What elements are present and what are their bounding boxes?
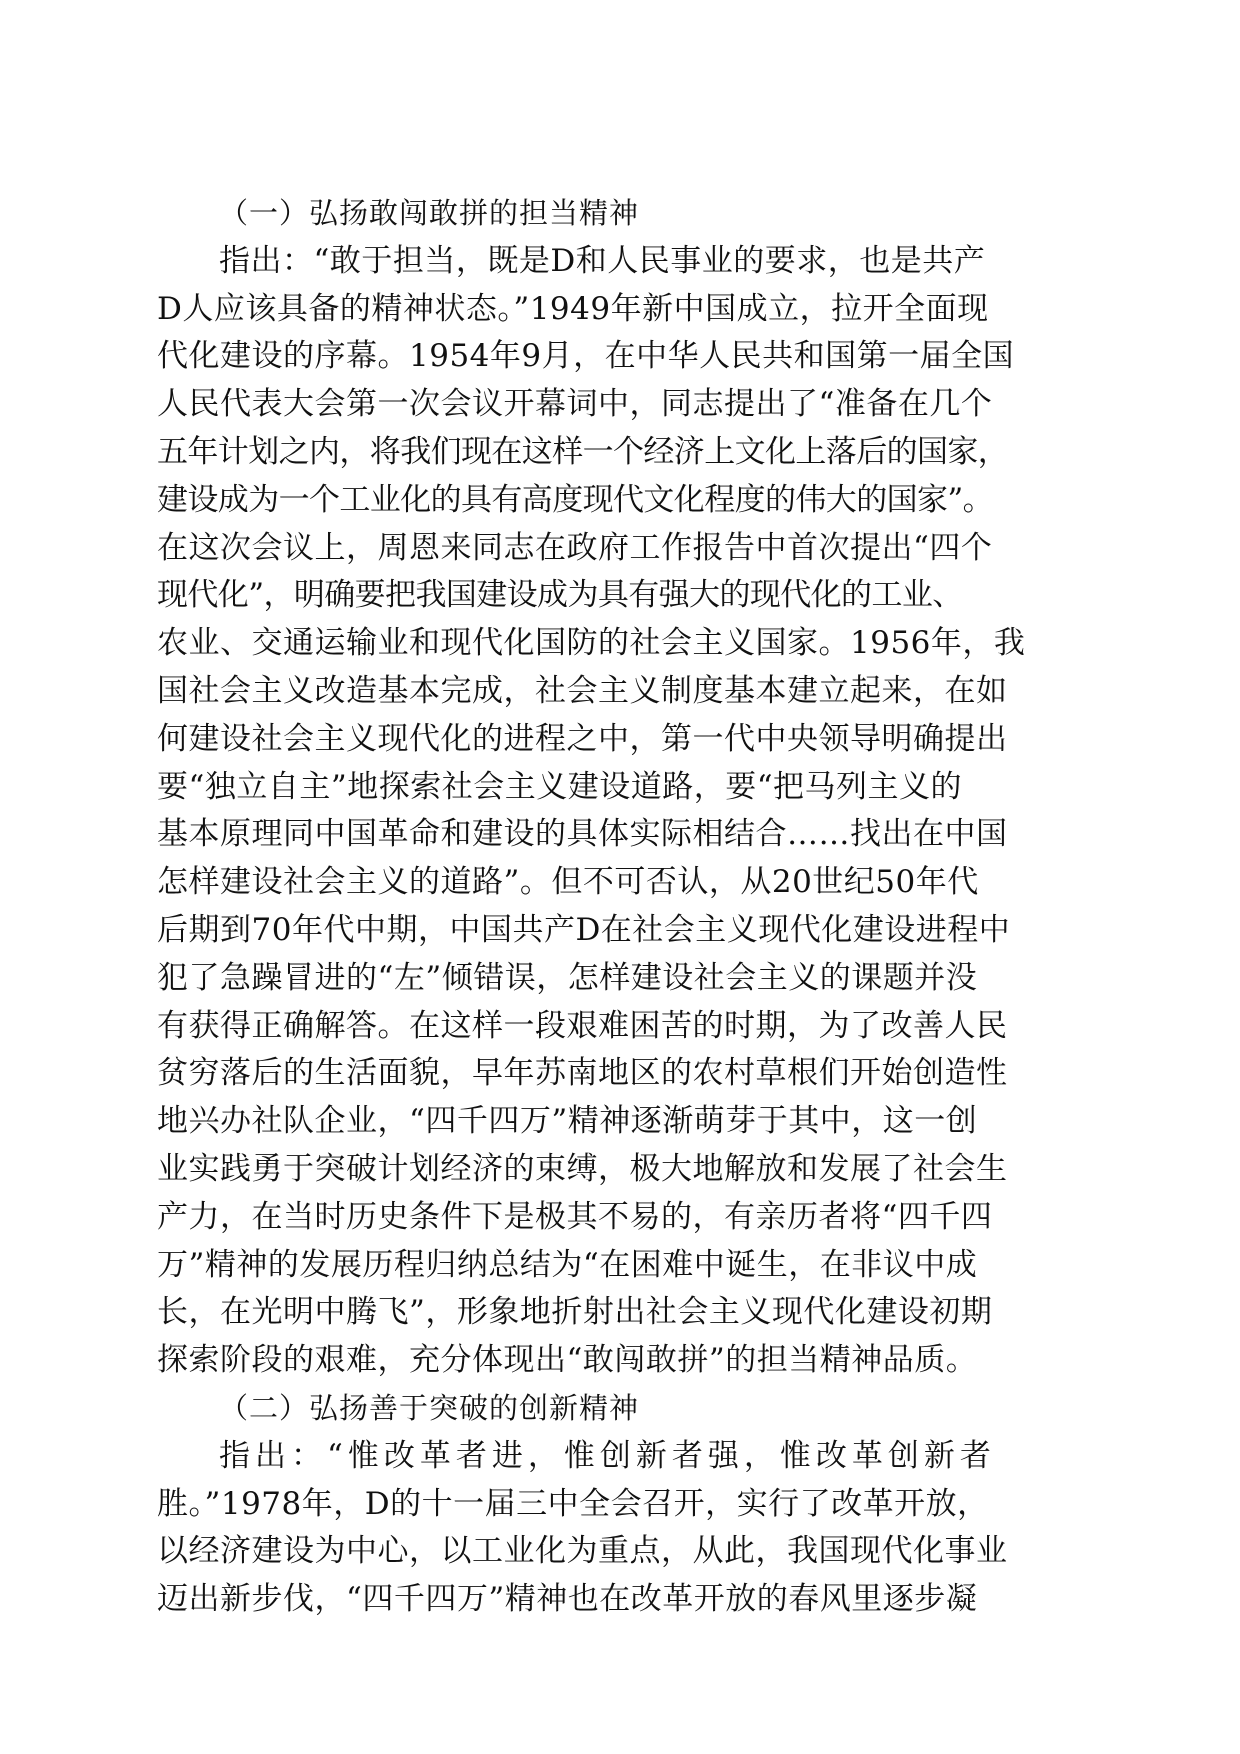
paragraph-line: 基本原理同中国革命和建设的具体实际相结合……找出在中国: [157, 816, 1008, 853]
paragraph-line: 指出：“敢于担当，既是D和人民事业的要求，也是共产: [219, 242, 986, 279]
paragraph-line: 迈出新步伐，“四千四万”精神也在改革开放的春风里逐步凝: [157, 1581, 978, 1618]
paragraph-line: 产力，在当时历史条件下是极其不易的，有亲历者将“四千四: [157, 1198, 993, 1235]
paragraph-line: 何建设社会主义现代化的进程之中，第一代中央领导明确提出: [157, 720, 1008, 757]
paragraph-line: 以经济建设为中心，以工业化为重点，从此，我国现代化事业: [157, 1533, 1008, 1570]
paragraph-line: 后期到70年代中期，中国共产D在社会主义现代化建设进程中: [157, 911, 1011, 948]
paragraph-line: 万”精神的发展历程归纳总结为“在困难中诞生，在非议中成: [157, 1246, 978, 1283]
paragraph-line: 地兴办社队企业，“四千四万”精神逐渐萌芽于其中，这一创: [157, 1103, 978, 1140]
paragraph-line: 胜。”1978年，D的十一届三中全会召开，实行了改革开放，: [157, 1485, 989, 1522]
paragraph-line: 贫穷落后的生活面貌，早年苏南地区的农村草根们开始创造性: [157, 1055, 1008, 1092]
section-heading-1: （一）弘扬敢闯敢拼的担当精神: [219, 196, 640, 230]
paragraph-line: 怎样建设社会主义的道路”。但不可否认，从20世纪50年代: [157, 864, 979, 901]
paragraph-line: 现代化”，明确要把我国建设成为具有强大的现代化的工业、: [157, 577, 963, 614]
paragraph-line: 长，在光明中腾飞”，形象地折射出社会主义现代化建设初期: [157, 1294, 993, 1331]
paragraph-line: 国社会主义改造基本完成，社会主义制度基本建立起来，在如: [157, 672, 1008, 709]
paragraph-line: 要“独立自主”地探索社会主义建设道路，要“把马列主义的: [157, 768, 963, 805]
paragraph-line: 指出：“惟改革者进，惟创新者强，惟改革创新者: [219, 1437, 996, 1474]
paragraph-line: 代化建设的序幕。1954年9月，在中华人民共和国第一届全国: [157, 338, 1015, 375]
paragraph-line: 业实践勇于突破计划经济的束缚，极大地解放和发展了社会生: [157, 1150, 1008, 1187]
section-heading-2: （二）弘扬善于突破的创新精神: [219, 1390, 640, 1425]
paragraph-line: 建设成为一个工业化的具有高度现代文化程度的伟大的国家”。: [157, 481, 994, 518]
paragraph-line: 五年计划之内，将我们现在这样一个经济上文化上落后的国家，: [157, 433, 1009, 470]
paragraph-line: 农业、交通运输业和现代化国防的社会主义国家。1956年，我: [157, 625, 1026, 662]
paragraph-line: 人民代表大会第一次会议开幕词中，同志提出了“准备在几个: [157, 386, 993, 423]
document-body: [157, 190, 1077, 1624]
paragraph-line: 探索阶段的艰难，充分体现出“敢闯敢拼”的担当精神品质。: [157, 1342, 978, 1379]
paragraph-line: 有获得正确解答。在这样一段艰难困苦的时期，为了改善人民: [157, 1007, 1008, 1044]
paragraph-line: D人应该具备的精神状态。”1949年新中国成立，拉开全面现: [157, 290, 989, 327]
paragraph-line: 在这次会议上，周恩来同志在政府工作报告中首次提出“四个: [157, 529, 993, 566]
paragraph-line: 犯了急躁冒进的“左”倾错误，怎样建设社会主义的课题并没: [157, 959, 978, 996]
